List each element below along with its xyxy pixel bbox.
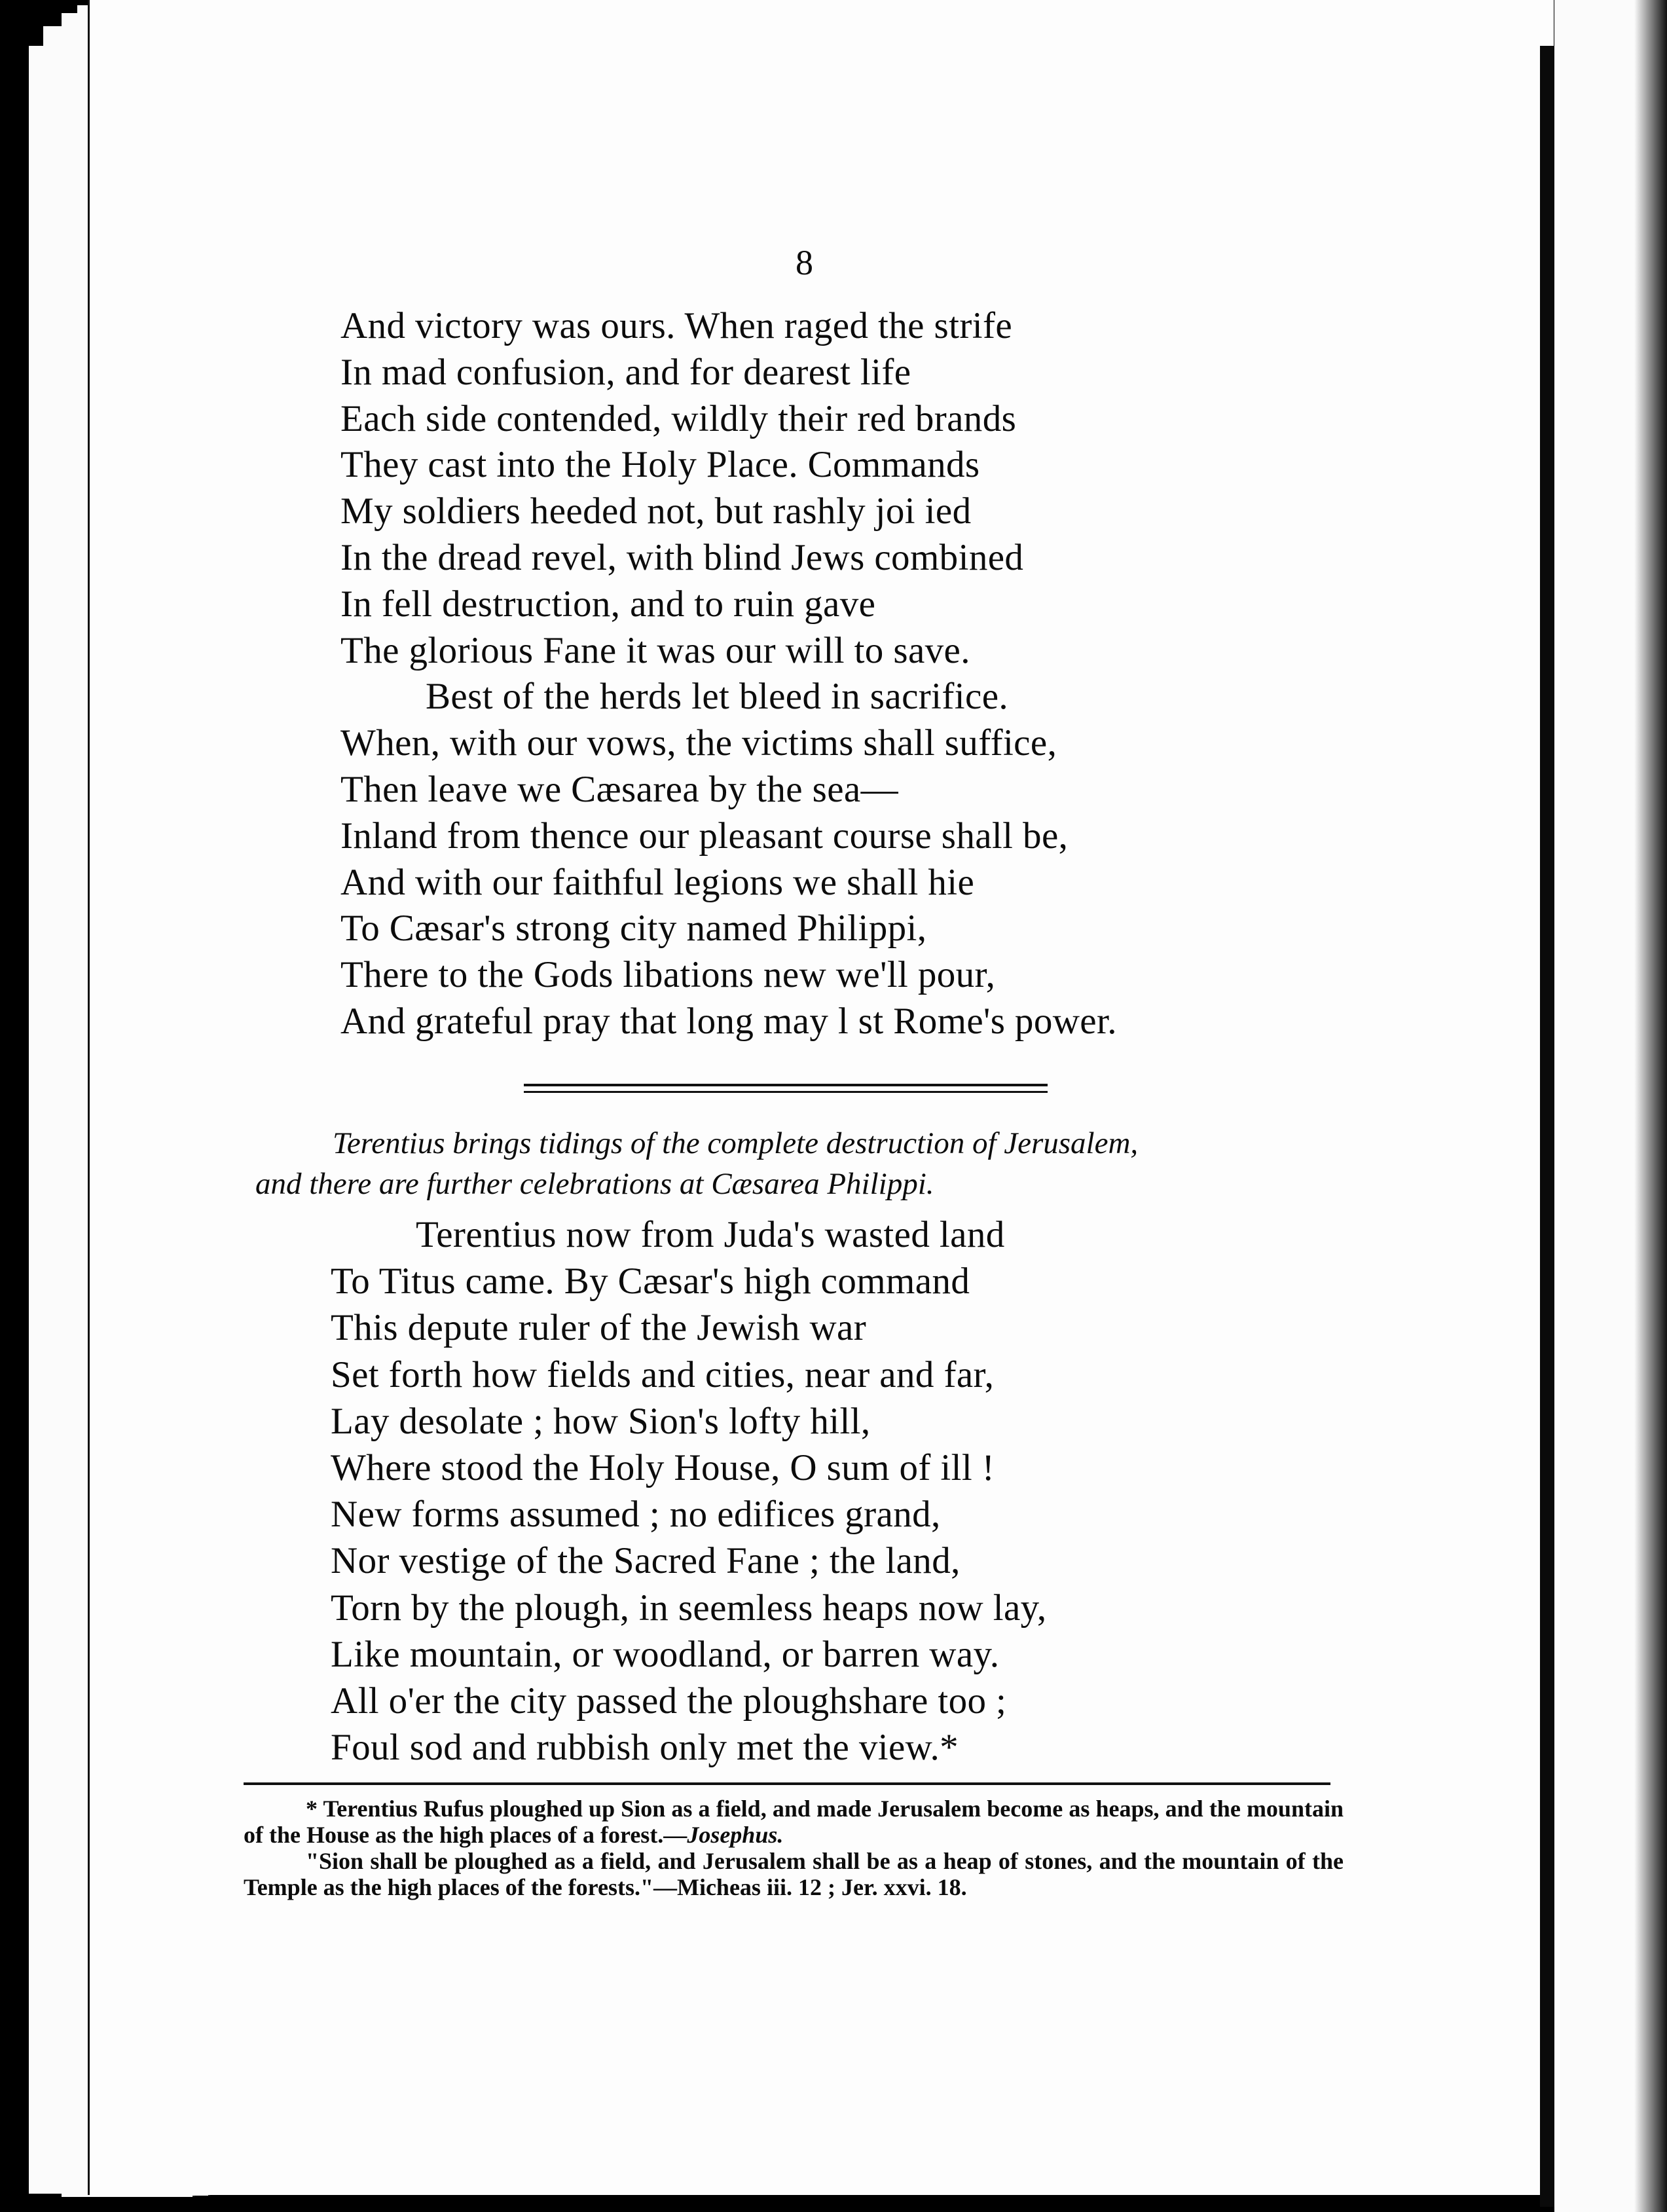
footnote-1 (244, 1796, 1344, 1848)
poem-line: Terentius now from Juda's wasted land (416, 1214, 1005, 1255)
poem-line: Each side contended, wildly their red brands (340, 397, 1017, 439)
poem-line: Best of the herds let bleed in sacrifice. (426, 676, 1009, 718)
poem-line: The glorious Fane it was our will to save. (340, 629, 970, 671)
poem-line: All o'er the city passed the ploughshare too ; (331, 1680, 1007, 1722)
poem-line: Where stood the Holy House, O sum of ill ! (331, 1447, 995, 1489)
poem-line: There to the Gods libations new we'll pour, (340, 954, 996, 996)
poem-line: They cast into the Holy Place. Commands (340, 444, 980, 486)
footnote-1-source: Josephus. (687, 1822, 784, 1848)
poem-line: And grateful pray that long may l st Rome's power. (340, 1000, 1117, 1042)
poem-line: And victory was ours. When raged the strife (340, 305, 1013, 346)
facing-page-shadow (1634, 0, 1667, 2212)
footnote-2: "Sion shall be ploughed as a field, and Jerusalem shall be as a heap of stones, and the mountain of the Temple as the high places of the forests."—Micheas iii. 12 ; Jer. xxvi. 18. (244, 1848, 1344, 1900)
poem-line: To Cæsar's strong city named Philippi, (340, 908, 927, 949)
poem-line: This depute ruler of the Jewish war (331, 1307, 867, 1349)
poem-line: Then leave we Cæsarea by the sea— (340, 768, 899, 810)
argument-line: and there are further celebrations at Cæsarea Philippi. (255, 1167, 934, 1201)
book-gutter (1540, 46, 1554, 2207)
poem-line: Torn by the plough, in seemless heaps now lay, (331, 1587, 1047, 1629)
poem-stanza-2 (331, 1211, 1047, 1771)
poem-line: Foul sod and rubbish only met the view.* (331, 1727, 959, 1769)
poem-line: To Titus came. By Cæsar's high command (331, 1261, 970, 1302)
footnote-divider (244, 1782, 1330, 1785)
argument-line: Terentius brings tidings of the complete destruction of Jerusalem, (333, 1126, 1139, 1160)
footnote-1-text: * Terentius Rufus ploughed up Sion as a field, and made Jerusalem become as heaps, and the mountain of the House as the high places of a forest.— (244, 1796, 1344, 1848)
poem-line: Nor vestige of the Sacred Fane ; the land, (331, 1540, 961, 1582)
page-number: 8 (796, 243, 813, 282)
poem-line: Like mountain, or woodland, or barren way. (331, 1633, 1000, 1675)
poem-line: In the dread revel, with blind Jews combined (340, 536, 1024, 578)
poem-stanza-1 (340, 303, 1117, 1045)
poem-line: Inland from thence our pleasant course shall be, (340, 815, 1069, 857)
footnotes (244, 1796, 1344, 1900)
poem-line: Lay desolate ; how Sion's lofty hill, (331, 1400, 871, 1442)
poem-line: Set forth how fields and cities, near and far, (331, 1354, 995, 1395)
poem-line: In fell destruction, and to ruin gave (340, 583, 876, 625)
poem-line: My soldiers heeded not, but rashly joi ied (340, 490, 972, 532)
poem-line: New forms assumed ; no edifices grand, (331, 1494, 941, 1536)
poem-line: When, with our vows, the victims shall suffice, (340, 722, 1057, 764)
poem-line: And with our faithful legions we shall hie (340, 861, 975, 903)
section-divider (524, 1084, 1048, 1093)
section-argument (255, 1123, 1355, 1204)
poem-line: In mad confusion, and for dearest life (340, 351, 911, 393)
